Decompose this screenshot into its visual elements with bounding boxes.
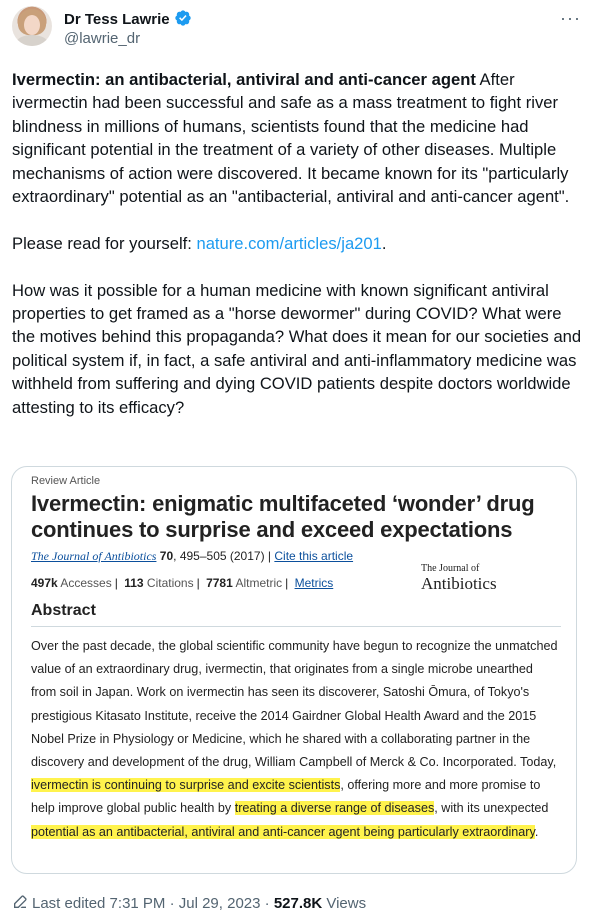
tweet-paragraph-3: How was it possible for a human medicine with known significant antiviral properties to get framed as a "horse dewormer" during COVID? What were the motives behind this propaganda? What does it mean for our societies and political system if, in fact, a safe antiviral and anti-inflammatory medicine was withheld from suffering and dying COVID patients despite doctors worldwide attesting to its efficacy? [12, 280, 582, 417]
views-label: Views [322, 895, 367, 912]
highlight-3: potential as an antibacterial, antiviral and anti-cancer agent being particularly extraordinary [31, 824, 535, 839]
metrics-link: Metrics [294, 576, 334, 590]
tweet-para1-text: After ivermectin had been successful and safe as a mass treatment to fight river blindness in millions of humans, scientists found that the medicine had significant potential in the treatment of a variety of other diseases. Multiple mechanisms of action were discovered. It became known for its "particularly extraordinary" potential as an "antibacterial, antiviral and anti-cancer agent". [12, 70, 570, 207]
tweet-paragraph-2 [12, 232, 584, 255]
article-title: Ivermectin: enigmatic multifaceted ‘wonder’ drug continues to surprise and exceed expectations [31, 491, 535, 542]
abstract-part-4: . [534, 824, 539, 839]
journal-volume: 70 [159, 549, 174, 563]
journal-pages: , 495–505 (2017) [173, 549, 265, 563]
abstract-part-2: , offering more and more promise to help improve global public health by [31, 778, 541, 816]
highlight-2: treating a diverse range of diseases [234, 801, 435, 816]
tweet-footer [12, 894, 366, 912]
abstract-text [31, 635, 561, 844]
tweet-header [12, 6, 589, 50]
journal-line: The Journal of Antibiotics 70, 495–505 (2017) | Cite this article [31, 549, 354, 563]
journal-logo-big: Antibiotics [421, 574, 497, 593]
journal-logo-small: The Journal of [421, 563, 480, 574]
tweet-paragraph-1 [12, 68, 584, 208]
author-handle[interactable]: @lawrie_dr [64, 30, 141, 47]
article-image-card[interactable] [11, 466, 577, 874]
abstract-heading: Abstract [31, 602, 96, 619]
altmetric-label: Altmetric [235, 576, 283, 590]
citations-count: 113 [124, 576, 144, 590]
abstract-part-3: , with its unexpected [434, 801, 549, 816]
abstract-part-1: Over the past decade, the global scientific community have begun to recognize the unmatched value of an extraordinary drug, ivermectin, that originates from a single microbe unearthed from soil in Japan. Work on ivermectin has seen its discoverer, Satoshi Ōmura, of Tokyo's prestigious Kitasato Institute, receive the 2014 Gairdner Global Health Award and the 2015 Nobel Prize in Physiology or Medicine, which he shared with a collaborating partner in the discovery and development of the drug, William Campbell of Merck & Co. Incorporated. Today, [31, 639, 558, 770]
last-edited-text[interactable]: Last edited 7:31 PM · Jul 29, 2023 · [32, 895, 274, 912]
author-name[interactable] [64, 9, 192, 28]
journal-logo [421, 564, 497, 592]
article-metrics: 497k Accesses | 113 Citations | 7781 Altmetric | Metrics The Journal of Antibiotics [31, 563, 497, 593]
article-link[interactable]: nature.com/articles/ja201 [196, 233, 382, 253]
avatar[interactable] [12, 6, 52, 46]
highlight-1: ivermectin is continuing to surprise and excite scientists [31, 778, 341, 793]
author-name-text[interactable]: Dr Tess Lawrie [64, 11, 170, 28]
cite-link: Cite this article [274, 549, 354, 563]
tweet-bold-lead: Ivermectin: an antibacterial, antiviral and anti-cancer agent [12, 70, 476, 89]
altmetric-count: 7781 [206, 576, 233, 590]
more-options-icon[interactable]: ··· [560, 8, 581, 28]
citations-label: Citations [146, 576, 194, 590]
article-type-label: Review Article [31, 475, 101, 487]
journal-name: The Journal of Antibiotics [31, 549, 157, 563]
edit-pencil-icon [12, 894, 28, 910]
tweet-para2-prefix: Please read for yourself: [12, 233, 197, 253]
verified-badge-icon [174, 9, 192, 27]
accesses-count: 497k [31, 576, 58, 590]
accesses-label: Accesses [60, 576, 112, 590]
article-screenshot [31, 475, 561, 844]
views-count: 527.8K [273, 895, 323, 912]
tweet-body [12, 68, 584, 442]
abstract-divider [31, 626, 561, 627]
tweet-para2-suffix: . [381, 233, 387, 253]
